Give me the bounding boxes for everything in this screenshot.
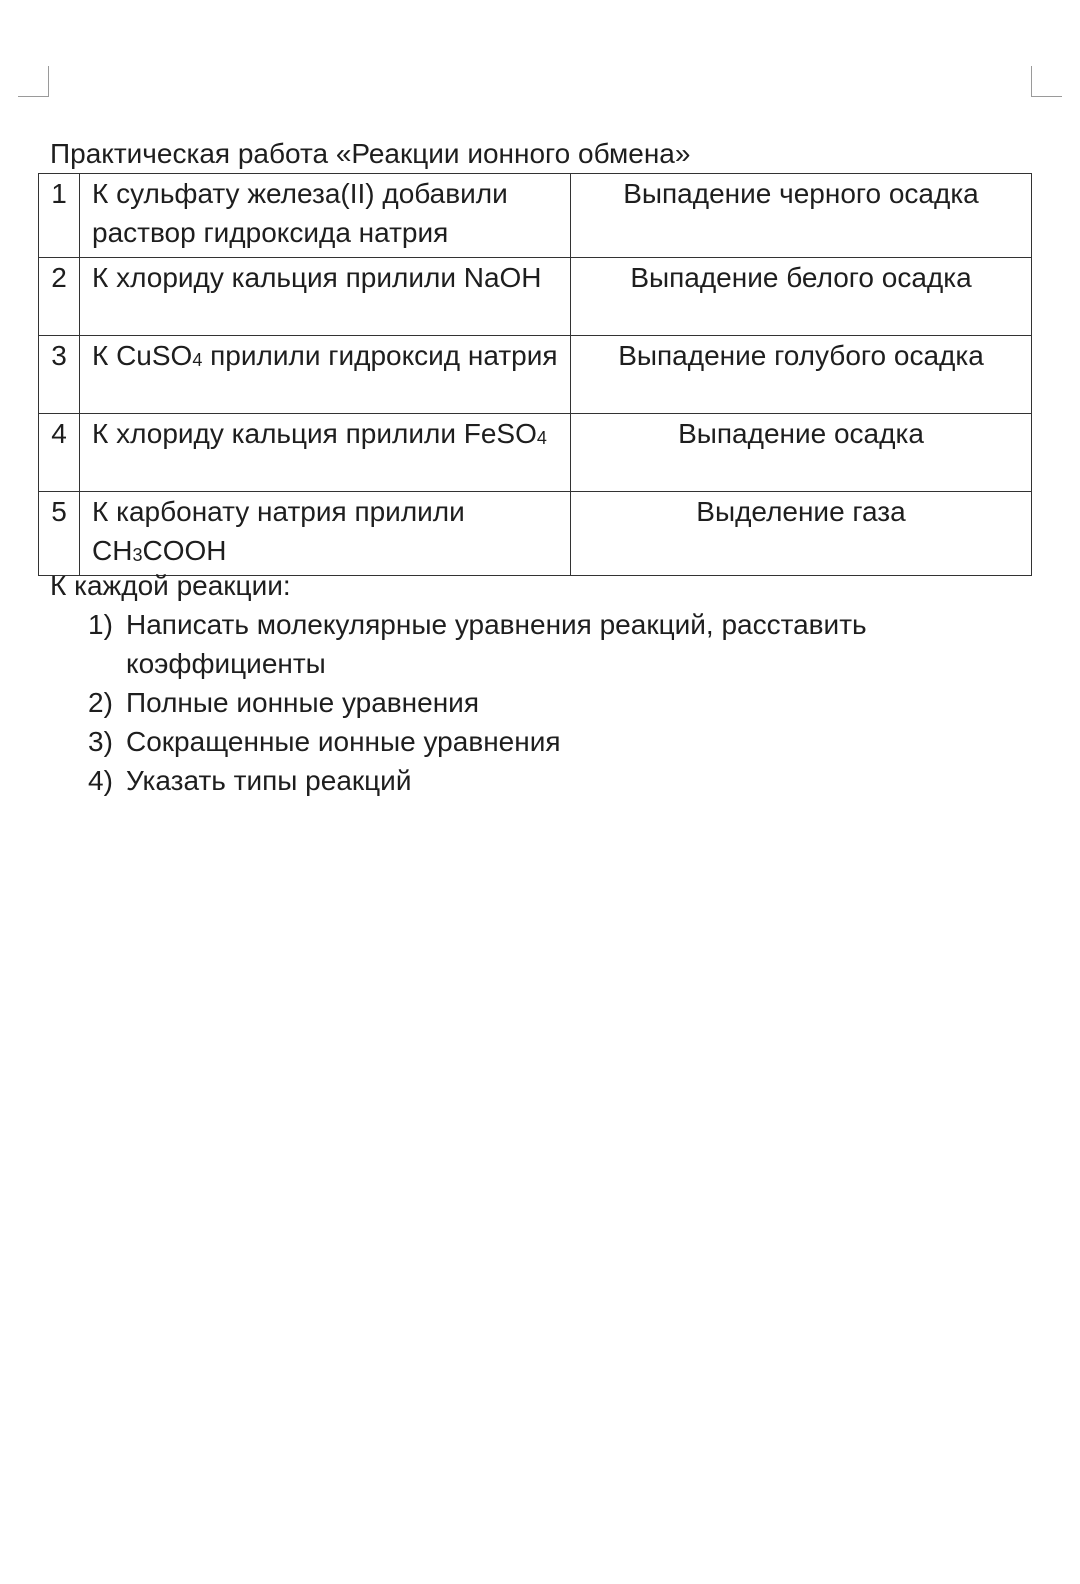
row-number: 2 <box>39 258 80 336</box>
list-item-text: Сокращенные ионные уравнения <box>126 726 561 757</box>
list-marker: 1) <box>88 609 113 640</box>
table-row <box>39 414 1032 492</box>
instructions-heading: К каждой реакции: <box>50 570 291 601</box>
list-item-text: Указать типы реакций <box>126 765 412 796</box>
observed-result: Выпадение осадка <box>571 414 1032 492</box>
list-marker: 3) <box>88 726 113 757</box>
reaction-description: К CuSO4 прилили гидроксид натрия <box>80 336 571 414</box>
table-row <box>39 336 1032 414</box>
reaction-description: К карбонату натрия прилили CH3COOH <box>80 492 571 576</box>
table-row <box>39 174 1032 258</box>
list-item <box>88 683 948 722</box>
row-number: 1 <box>39 174 80 258</box>
list-item <box>88 761 948 800</box>
list-item <box>88 605 948 683</box>
row-number: 5 <box>39 492 80 576</box>
task-list <box>88 605 948 800</box>
table-row <box>39 492 1032 576</box>
observed-result: Выделение газа <box>571 492 1032 576</box>
reaction-description: К сульфату железа(II) добавили раствор гидроксида натрия <box>80 174 571 258</box>
list-item <box>88 722 948 761</box>
page-title: Практическая работа «Реакции ионного обмена» <box>50 138 691 169</box>
page-corner-mark-top-right <box>1031 66 1032 97</box>
list-item-text: Написать молекулярные уравнения реакций, расставить коэффициенты <box>126 609 867 679</box>
list-marker: 4) <box>88 765 113 796</box>
observed-result: Выпадение голубого осадка <box>571 336 1032 414</box>
observed-result: Выпадение черного осадка <box>571 174 1032 258</box>
observed-result: Выпадение белого осадка <box>571 258 1032 336</box>
page-corner-mark-top-left <box>48 66 49 97</box>
page-corner-mark-top-left <box>18 96 49 97</box>
list-item-text: Полные ионные уравнения <box>126 687 479 718</box>
reactions-table <box>38 173 1032 576</box>
table-row <box>39 258 1032 336</box>
list-marker: 2) <box>88 687 113 718</box>
row-number: 4 <box>39 414 80 492</box>
row-number: 3 <box>39 336 80 414</box>
reaction-description: К хлориду кальция прилили NaOH <box>80 258 571 336</box>
page-corner-mark-top-right <box>1031 96 1062 97</box>
reaction-description: К хлориду кальция прилили FeSO4 <box>80 414 571 492</box>
